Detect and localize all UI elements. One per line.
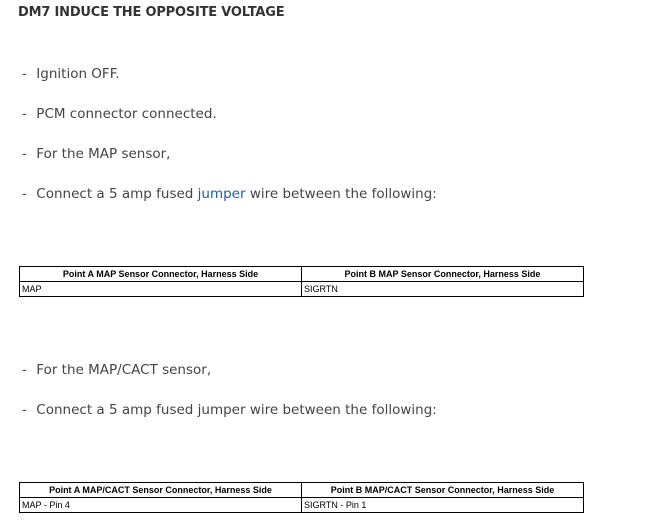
step-connect-jumper-2 (22, 402, 437, 418)
table-header-point-b: Point B MAP Sensor Connector, Harness Side (302, 267, 584, 282)
table-cell-point-b: SIGRTN (302, 282, 584, 297)
jumper-link[interactable]: jumper (197, 186, 246, 202)
step-dash: - (22, 362, 27, 378)
step-text-after: wire between the following: (245, 186, 437, 202)
table-header-point-a: Point A MAP Sensor Connector, Harness Side (20, 267, 302, 282)
table-row (20, 498, 584, 513)
step-text: For the MAP sensor, (36, 146, 171, 162)
step-dash: - (22, 146, 27, 162)
step-text: Ignition OFF. (36, 66, 120, 82)
step-text-before: Connect a 5 amp fused (36, 186, 198, 202)
table-header-point-b: Point B MAP/CACT Sensor Connector, Harness Side (302, 483, 584, 498)
step-connect-jumper (22, 186, 437, 202)
table-header-row (20, 483, 584, 498)
table-cell-point-a: MAP - Pin 4 (20, 498, 302, 513)
table-header-row (20, 267, 584, 282)
step-dash: - (22, 66, 27, 82)
map-sensor-table (19, 266, 584, 297)
page-title: DM7 INDUCE THE OPPOSITE VOLTAGE (18, 5, 285, 20)
step-dash: - (22, 106, 27, 122)
step-text: Connect a 5 amp fused jumper wire between the following: (36, 402, 437, 418)
step-ignition-off (22, 66, 120, 82)
step-map-cact-sensor (22, 362, 211, 378)
step-dash: - (22, 186, 27, 202)
step-text: For the MAP/CACT sensor, (36, 362, 212, 378)
map-cact-sensor-table (19, 482, 584, 513)
step-map-sensor (22, 146, 170, 162)
step-text: PCM connector connected. (36, 106, 217, 122)
table-header-point-a: Point A MAP/CACT Sensor Connector, Harness Side (20, 483, 302, 498)
step-pcm-connector (22, 106, 217, 122)
table-cell-point-b: SIGRTN - Pin 1 (302, 498, 584, 513)
table-row (20, 282, 584, 297)
table-cell-point-a: MAP (20, 282, 302, 297)
step-dash: - (22, 402, 27, 418)
